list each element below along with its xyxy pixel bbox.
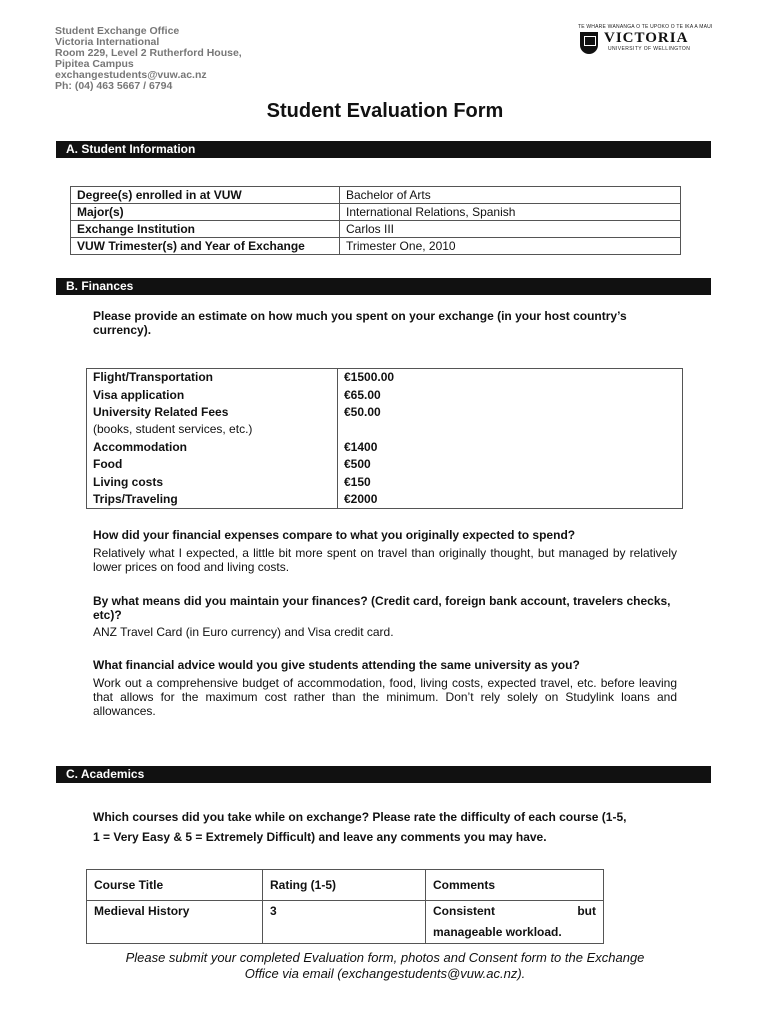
footer-line: Office via email (exchangestudents@vuw.ac.nz). bbox=[244, 966, 526, 981]
info-value: Bachelor of Arts bbox=[340, 187, 681, 204]
expense-label: University Related Fees bbox=[87, 404, 338, 421]
course-rating: 3 bbox=[263, 901, 426, 944]
course-title: Medieval History bbox=[87, 901, 263, 944]
office-line: Victoria International bbox=[55, 36, 160, 48]
victoria-logo bbox=[578, 24, 713, 54]
logo-name: VICTORIA bbox=[604, 30, 689, 46]
info-label: Degree(s) enrolled in at VUW bbox=[71, 187, 340, 204]
office-line: Student Exchange Office bbox=[55, 25, 180, 37]
answer-advice: Work out a comprehensive budget of accommodation, food, living costs, expected travel, etc. before leaving that allows for the maximum cost rather than the minimum. Don’t rely solely on Studylink loans and allowances. bbox=[93, 676, 677, 718]
question-finances: By what means did you maintain your finances? (Credit card, foreign bank account, travelers checks, etc)? bbox=[93, 594, 671, 622]
table-row bbox=[71, 204, 681, 221]
info-value: Trimester One, 2010 bbox=[340, 238, 681, 255]
courses-question-line1: Which courses did you take while on exchange? Please rate the difficulty of each course (1-5, bbox=[93, 810, 627, 824]
table-row bbox=[71, 187, 681, 204]
table-row bbox=[87, 439, 683, 456]
section-c-heading: C. Academics bbox=[56, 766, 711, 783]
table-row bbox=[87, 421, 683, 438]
table-row bbox=[87, 473, 683, 490]
table-row bbox=[87, 369, 683, 387]
column-header: Course Title bbox=[87, 870, 263, 901]
logo-university: UNIVERSITY OF WELLINGTON bbox=[608, 46, 691, 52]
column-header: Comments bbox=[426, 870, 604, 901]
comment-line bbox=[433, 901, 596, 922]
info-label: Exchange Institution bbox=[71, 221, 340, 238]
expense-value: €1500.00 bbox=[338, 369, 683, 387]
table-row bbox=[87, 386, 683, 403]
office-line: Room 229, Level 2 Rutherford House, bbox=[55, 47, 242, 59]
table-header-row bbox=[87, 870, 604, 901]
comment-word: but bbox=[577, 904, 596, 918]
student-info-table bbox=[70, 186, 681, 255]
table-row bbox=[71, 238, 681, 255]
course-comment bbox=[426, 901, 604, 944]
expense-label: Accommodation bbox=[87, 439, 338, 456]
expense-value bbox=[338, 421, 683, 438]
table-row bbox=[87, 456, 683, 473]
office-address bbox=[55, 26, 242, 92]
info-label: VUW Trimester(s) and Year of Exchange bbox=[71, 238, 340, 255]
comment-word: Consistent bbox=[433, 904, 496, 918]
expense-value: €2000 bbox=[338, 491, 683, 509]
section-a-heading: A. Student Information bbox=[56, 141, 711, 158]
footer-line: Please submit your completed Evaluation form, photos and Consent form to the Exchange bbox=[125, 950, 645, 965]
info-label: Major(s) bbox=[71, 204, 340, 221]
question-advice: What financial advice would you give students attending the same university as you? bbox=[93, 658, 580, 672]
expense-value: €150 bbox=[338, 473, 683, 490]
office-line: Pipitea Campus bbox=[55, 58, 134, 70]
table-row bbox=[87, 901, 604, 944]
column-header: Rating (1-5) bbox=[263, 870, 426, 901]
table-row bbox=[71, 221, 681, 238]
expense-label: Flight/Transportation bbox=[87, 369, 338, 387]
expense-value: €65.00 bbox=[338, 386, 683, 403]
crest-icon bbox=[580, 32, 598, 54]
expense-label: Food bbox=[87, 456, 338, 473]
expense-label: Living costs bbox=[87, 473, 338, 490]
question-expenses: How did your financial expenses compare to what you originally expected to spend? bbox=[93, 528, 576, 542]
comment-line: manageable workload. bbox=[433, 925, 562, 939]
table-row bbox=[87, 404, 683, 421]
page-title: Student Evaluation Form bbox=[266, 100, 504, 122]
expense-note: (books, student services, etc.) bbox=[87, 421, 338, 438]
answer-finances: ANZ Travel Card (in Euro currency) and Visa credit card. bbox=[93, 625, 394, 639]
info-value: Carlos III bbox=[340, 221, 681, 238]
info-value: International Relations, Spanish bbox=[340, 204, 681, 221]
expenses-table bbox=[86, 368, 683, 509]
courses-question-line2: 1 = Very Easy & 5 = Extremely Difficult) and leave any comments you may have. bbox=[93, 830, 547, 844]
expense-value: €1400 bbox=[338, 439, 683, 456]
table-row bbox=[87, 491, 683, 509]
finances-intro: Please provide an estimate on how much you spent on your exchange (in your host country’s currency). bbox=[93, 309, 627, 337]
courses-table bbox=[86, 869, 604, 944]
section-b-heading: B. Finances bbox=[56, 278, 711, 295]
logo-motto: TE WHARE WĀNANGA O TE ŪPOKO O TE IKA A MĀUI bbox=[578, 24, 713, 30]
submission-instructions bbox=[0, 950, 770, 982]
office-phone: Ph: (04) 463 5667 / 6794 bbox=[55, 80, 173, 92]
expense-value: €50.00 bbox=[338, 404, 683, 421]
expense-label: Visa application bbox=[87, 386, 338, 403]
office-email: exchangestudents@vuw.ac.nz bbox=[55, 69, 207, 81]
expense-value: €500 bbox=[338, 456, 683, 473]
expense-label: Trips/Traveling bbox=[87, 491, 338, 509]
answer-expenses: Relatively what I expected, a little bit more spent on travel than originally thought, but managed by relatively lower prices on food and living costs. bbox=[93, 546, 677, 574]
